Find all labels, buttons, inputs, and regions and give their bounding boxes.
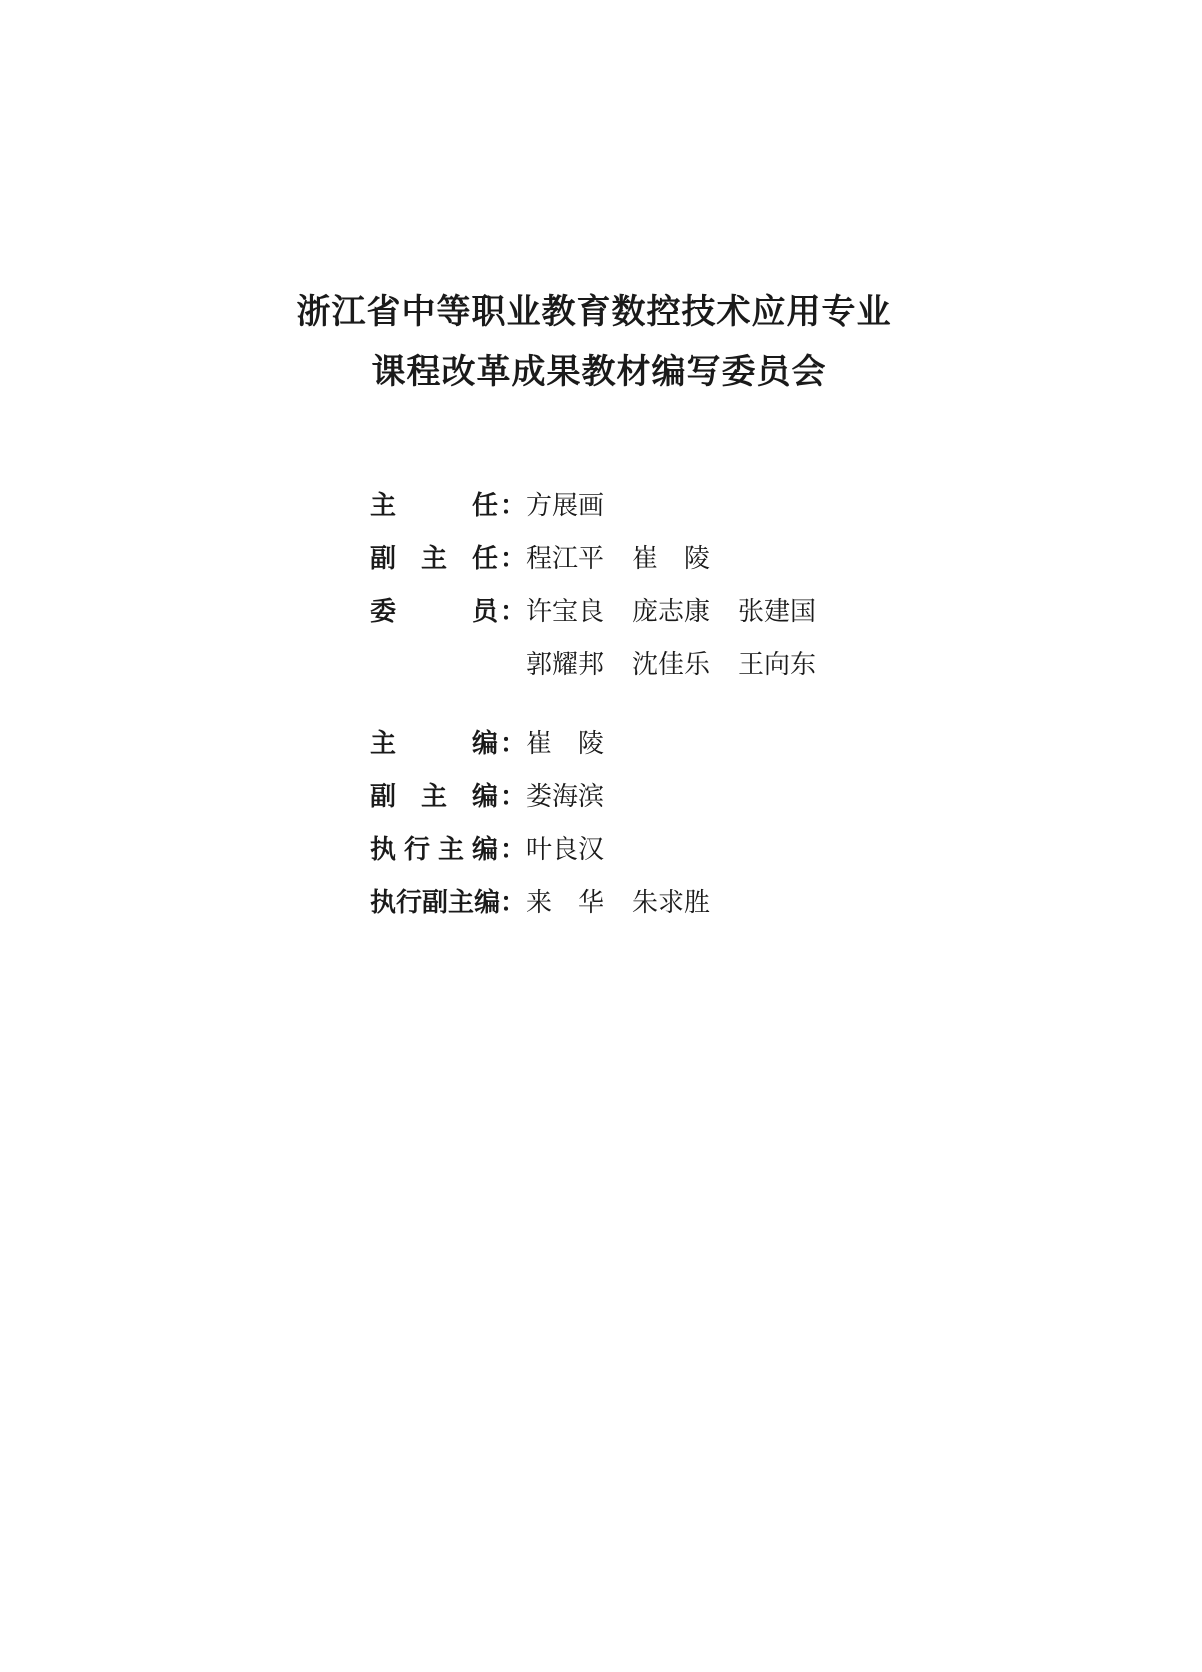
title-line-1: 浙江省中等职业教育数控技术应用专业: [296, 292, 892, 332]
role-label: [370, 639, 498, 692]
member-name: 来 华: [526, 888, 605, 918]
committee-row: [370, 480, 930, 533]
label-colon: ：: [500, 782, 527, 812]
committee-title: [0, 282, 1202, 402]
role-label: 副 主 任: [370, 544, 498, 574]
member-name: 王向东: [738, 650, 817, 680]
role-label: 主 编: [370, 729, 498, 759]
committee-row: [370, 586, 930, 639]
member-name: 叶良汉: [526, 835, 605, 865]
member-name: 沈佳乐: [632, 650, 711, 680]
role-label: 副 主 编: [370, 782, 498, 812]
role-label: 执 行 副 主 编: [370, 888, 501, 918]
member-name: 庞志康: [632, 597, 711, 627]
editors-row: [370, 877, 930, 930]
label-colon: ：: [500, 491, 527, 521]
role-label: 委 员: [370, 597, 498, 627]
member-name: 程江平: [526, 544, 605, 574]
member-names: [526, 824, 632, 877]
member-names: [526, 586, 844, 639]
editors-row: [370, 771, 930, 824]
committee-roster: [370, 480, 930, 930]
committee-row: [370, 533, 930, 586]
role-label: 执 行 主 编: [370, 835, 498, 865]
member-name: 崔 陵: [526, 729, 605, 759]
member-names: [526, 639, 844, 692]
member-name: 郭耀邦: [526, 650, 605, 680]
committee-row: [370, 639, 930, 692]
member-name: 崔 陵: [632, 544, 711, 574]
label-colon: ：: [500, 729, 527, 759]
member-name: 朱求胜: [632, 888, 711, 918]
member-names: [526, 480, 632, 533]
member-names: [526, 718, 632, 771]
label-colon: ：: [500, 835, 527, 865]
member-name: 方展画: [526, 491, 605, 521]
label-colon: ：: [500, 597, 527, 627]
editors-row: [370, 824, 930, 877]
editors-row: [370, 718, 930, 771]
label-colon: ：: [500, 544, 527, 574]
member-names: [526, 877, 738, 930]
member-names: [526, 533, 738, 586]
role-label: 主 任: [370, 491, 498, 521]
label-colon: ：: [500, 888, 527, 918]
member-name: 娄海滨: [526, 782, 605, 812]
title-line-2: 课程改革成果教材编写委员会: [371, 352, 827, 392]
member-name: 许宝良: [526, 597, 605, 627]
member-names: [526, 771, 632, 824]
member-name: 张建国: [738, 597, 817, 627]
